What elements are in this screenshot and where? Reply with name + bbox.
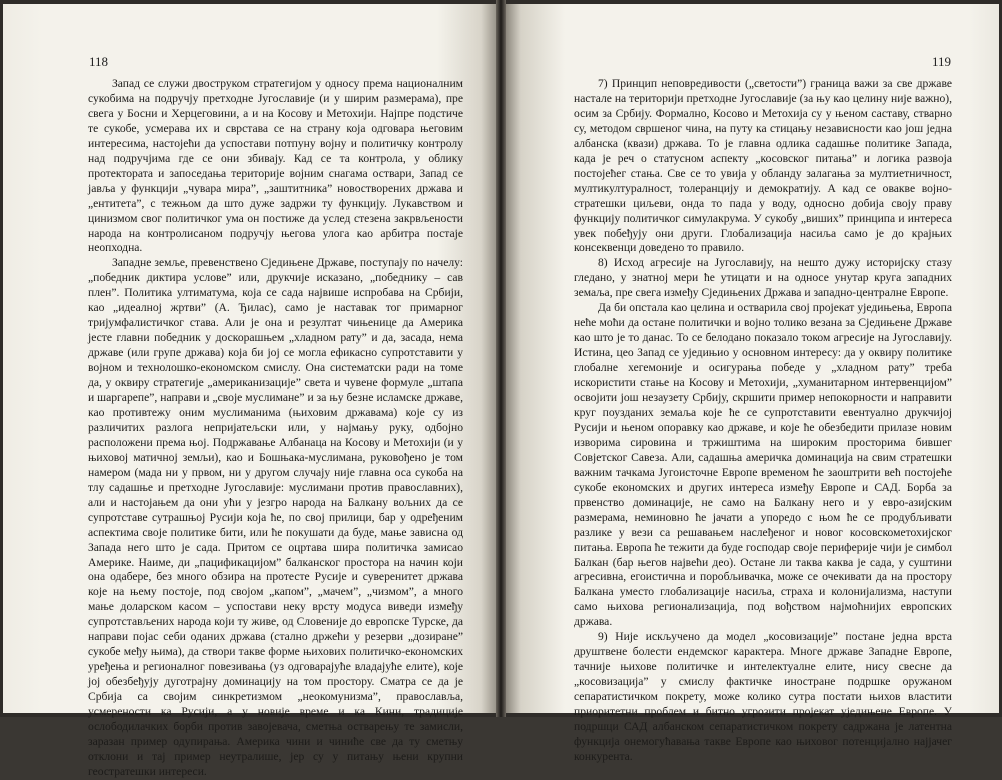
paragraph: Да би опстала као целина и остварила свој пројекат уједињења, Европа неће моћи да остане политички и војно толико везана за Сједињене Државе као што је то данас. То се белодано показало током агресије на Југославију. Истина, цео Запад се уједињио у основном интересу: да у оквиру политике глобалне хегемоније и осигурања победе у „хладном рату” треба искористити стање на Косову и Метохији, „хуманитарном интервенцијом” освојити још незаузету Србију, скршити пример непокорности и направити круг поузданих земаља које ће се супротставити евентуалнo друкчијој Русији и њеном опоравку као државе, и које ће обезбедити прилазе новим изворима сировина и тржиштима на широким просторима бившег Совјетског Савеза. Али, садашња америчка доминација на свим стратешки важним тачкама Југоисточне Европе временом ће заоштрити већ постојеће сукобе економских и других интереса између Европе и САД. Борба за првенство доминације, не само на Балкану него и у евро-азијским размерама, неминовно ће јачати а упоредо с њом ће се продубљивати разлике у вези са решавањем наслеђеног и новог косовскометохијског питања. Европа ће тежити да буде господар своје периферије чији је симбол Балкан (бар његов највећи део). Остане ли таква каква је сада, у суштини агресивна, егоистична и поробљивачка, може се очекивати да на простору Балкана уместо глобализације насиља, страха и колонијализма, наступи само њихова регионализација, под вођством најмоћнијих европских држава. [574, 301, 952, 629]
page-number: 118 [89, 54, 109, 69]
paragraph: 8) Исход агресије на Југославију, на нешто дужу историјску стазу гледано, у знатној мери ће утицати и на односе унутар круга западних земаља, пре свега између Сједињених Држава и западно-централне Европе. [574, 256, 952, 300]
page-number: 119 [931, 54, 951, 69]
right-page-body [574, 77, 952, 765]
left-page [3, 4, 496, 778]
right-page [506, 4, 999, 763]
book-gutter [496, 0, 506, 717]
left-page-body [88, 77, 463, 780]
paragraph: 9) Није искључено да модел „косовизације” постане једна врста друштвене болести ендемског карактера. Многе државе Западне Европе, тачније њихове политичке и интелектуалне елите, нису свесне да „косовизација” у смислу фактичке иностране подршке оружаном сепаратистичком покрету, може колико сутра постати њихов властити приоритетни проблем и битно угрозити пројекат уједињене Европе. У подршци САД албанском сепаратистичком покрету садржана је латентна функција онемогућавања такве Европе као њиховог потенцијално најјачег конкурента. [574, 630, 952, 763]
paragraph: 7) Принцип неповредивости („светости”) граница важи за све државе настале на територији претходне Југославије (за њу као целину није важно), осим за Србију. Формално, Косово и Метохија су у њеном саставу, стварно су, методом свршеног чина, на путу ка стицању независности као још једна албанска (квази) држава. То је главна одлика садашње политике Запада, када је реч о статусном аспекту „косовског питања” и логика развоја постојећег стања. Све се то увија у обланду залагања за мултиетничност, мултикултуралност, толеранцију и демократију. А кад се овакве војно-стратешки циљеви, онда то пада у воду, односно добија своју праву функцију политичког симулакрума. У сукобу „виших” принципа и интереса увек побеђују они други. Глобализација насиља само је до крајњих консеквенци доведено то правило. [574, 77, 952, 255]
paragraph: Западне земље, превенствено Сједињене Државе, поступају по начелу: „победник диктира услове” или, друкчије исказано, „победнику – сав плен”. Политика ултиматума, која се сада највише испробава на Србији, као „идеалној жртви” (А. Ђилас), само је наставак тог примарног тријумфалистичког става. Али је она и резултат чињенице да Америка јесте главни победник у доскорашњем „хладном рату” и да, засада, нема државе (или групе држава) која би јој се могла ефикасно супротставити у војном и технолошко-економском смислу. Она систематски ради на томе да, у оквиру стратегије „американизације” света и чувене формуле „штапа и шаргарепе”, направи и „своје муслимане” и за њу безне исламске државе, као противтежу оним муслиманима (њиховим државама) које су из различитих разлога непријатељски или, у најмању руку, одбојно расположени према њој. Подржавање Албанаца на Косову и Метохији (и у њиховој матичној земљи), као и Бошњака-муслимана, руковођено је том намером (мада ни у првом, ни у другом случају није главна оса сукоба на тлу садашње и претходне Југославије: муслимани против православних), али и настојањем да они ући у језгро народа на Балкану вољних да се супротставе сутрашњој Русији која ће, по свој прилици, бар у одређеним аспектима своје политике бити, или ће покушати да буде, мање зависна од Запада него што је сада. Притом се оцртава шира политичка замисао Америке. Наиме, ди „пацификацијом” балканског простора на начин који она одабере, без много обзира на протесте Русије и суверенитет држава које на њему постоје, под својом „капом”, „мачем”, „чизмом”, а много мање доларском касом – успостави неку врсту модуса виведи између супротстављених народа који ту живе, од Словеније до европске Турске, да направи појас себи одaних држава (стално држећи у резерви „дозиране” сукобе међу њима), да створи такве форме њихових политичко-економских уређења и регионалног повезивања (уз одговарајуће владајуће елите), које јој обезбеђују дуготрајну доминацију на том простору. Сматра се да је Србија са својим синкретизмом „неокомунизма”, православља, усмерености ка Русији, а у новије време и ка Кини, традицијe ослободилачких борби против завојевача, сметња остварењу те замисли, заразан пример одупирања. Америка чини и чиниће све да ту сметњу отклони и тај пример неутралише, јер су у питању њени крупни геостратешки интереси. [88, 256, 463, 778]
paragraph: Запад се служи двоструком стратегијом у односу према националним сукобима на подручју претходне Југославије (и у ширим размерама), пре свега у Босни и Херцеговини, а и на Косову и Метохији. Најпре подстиче те сукобе, усмерава их и сврстава се на страну која одговара његовим интересима, настојећи да успостави потпуну војну и политичку контролу над подручјима где се они збивају. Кад се та контрола, у облику протектората и запоседања територије војним снагама оствари, Запад се јавља у функцији „чувара мира”, „заштитника” новостворених држава и „ентитета”, с тежњом да што дуже задржи ту функцију. Лукавством и цинизмом свог политичког ума он постиже да услед стезена закрвљености народа на контролисаном подручју његова улога као арбитра постаје неопходна. [88, 77, 463, 255]
